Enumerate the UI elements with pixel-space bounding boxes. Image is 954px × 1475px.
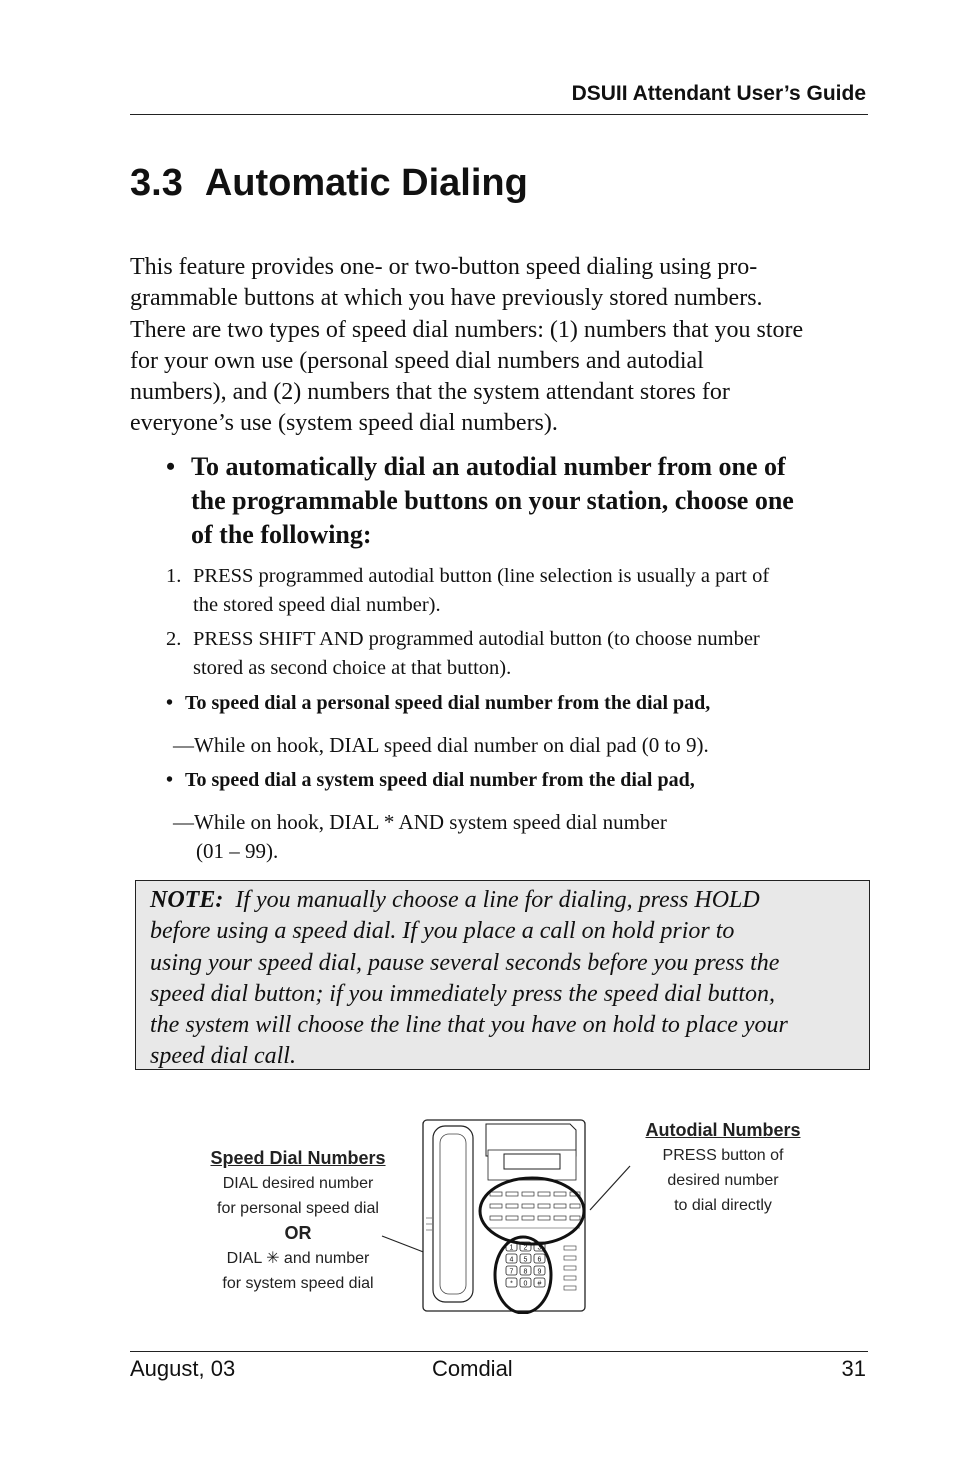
step-line: stored as second choice at that button). xyxy=(193,657,512,679)
intro-line: for your own use (personal speed dial numbers and autodial xyxy=(130,347,704,374)
autodial-line: to dial directly xyxy=(674,1197,772,1214)
intro-line: everyone’s use (system speed dial numbers). xyxy=(130,410,558,437)
intro-line: numbers), and (2) numbers that the system attendant stores for xyxy=(130,379,730,406)
dial-key-label: 0 xyxy=(523,1280,528,1288)
note-line: speed dial button; if you immediately press the speed dial button, xyxy=(150,980,776,1007)
intro-paragraph xyxy=(130,252,870,440)
intro-line: grammable buttons at which you have previously stored numbers. xyxy=(130,285,763,312)
step-number: 1. xyxy=(166,565,182,587)
speed-dial-line: for system speed dial xyxy=(222,1275,374,1292)
speed-dial-line: DIAL ✳ and number xyxy=(226,1250,370,1267)
step-line: PRESS programmed autodial button (line selection is usually a part of xyxy=(193,565,770,587)
dial-key-label: # xyxy=(537,1280,542,1288)
speed-dial-or: OR xyxy=(284,1223,312,1243)
system-bullet-text: To speed dial a system speed dial number from the dial pad, xyxy=(185,769,695,791)
autodial-callout xyxy=(626,1118,820,1218)
header-rule xyxy=(130,114,868,115)
section-number: 3.3 xyxy=(130,162,183,204)
speed-dial-line: for personal speed dial xyxy=(217,1200,379,1217)
note-label: NOTE: xyxy=(150,887,224,913)
personal-speed-dial-bullet xyxy=(166,692,710,715)
autodial-bullet-line: the programmable buttons on your station, choose one xyxy=(191,486,794,515)
dial-key-label: 1 xyxy=(509,1244,514,1252)
footer-rule xyxy=(130,1351,868,1352)
speed-dial-heading: Speed Dial Numbers xyxy=(210,1148,386,1168)
note-line: If you manually choose a line for dialing, press HOLD xyxy=(235,887,760,913)
autodial-leader-line xyxy=(590,1166,630,1210)
bullet-marker: • xyxy=(166,769,174,791)
intro-line: There are two types of speed dial numbers: (1) numbers that you store xyxy=(130,316,804,343)
system-speed-dial-bullet xyxy=(166,769,695,792)
step-line: PRESS SHIFT AND programmed autodial button (to choose number xyxy=(193,628,760,650)
note-box xyxy=(135,880,870,1070)
note-line: before using a speed dial. If you place a call on hold prior to xyxy=(150,918,735,945)
personal-instruction: —While on hook, DIAL speed dial number on dial pad (0 to 9). xyxy=(173,733,709,757)
autodial-heading: Autodial Numbers xyxy=(645,1120,801,1140)
note-line: the system will choose the line that you have on hold to place your xyxy=(150,1012,788,1039)
autodial-bullet-line: To automatically dial an autodial number from one of xyxy=(191,452,786,481)
intro-line: This feature provides one- or two-button speed dialing using pro- xyxy=(130,254,758,280)
autodial-bullet-line: of the following: xyxy=(191,520,372,549)
step-line: the stored speed dial number). xyxy=(193,594,441,616)
section-title xyxy=(130,162,528,205)
footer-company: Comdial xyxy=(432,1356,513,1381)
dial-key-label: 7 xyxy=(509,1268,514,1276)
system-instruction-line: —While on hook, DIAL * AND system speed dial number xyxy=(173,810,667,834)
speed-dial-line: DIAL desired number xyxy=(222,1175,374,1192)
dial-key-label: 9 xyxy=(537,1268,542,1276)
section-title-text: Automatic Dialing xyxy=(204,162,528,204)
dial-key-label: 4 xyxy=(509,1256,514,1264)
handset-icon xyxy=(433,1126,473,1302)
footer-page-number: 31 xyxy=(841,1356,866,1381)
dial-key-label: 5 xyxy=(523,1256,528,1264)
dial-key-label: 6 xyxy=(537,1256,542,1264)
autodial-line: desired number xyxy=(667,1172,779,1189)
system-instruction-range: (01 – 99). xyxy=(196,839,279,863)
personal-bullet-text: To speed dial a personal speed dial number from the dial pad, xyxy=(185,692,711,714)
note-line: speed dial call. xyxy=(150,1043,296,1070)
autodial-line: PRESS button of xyxy=(662,1147,784,1164)
display-screen xyxy=(504,1154,560,1169)
bullet-marker: • xyxy=(166,452,176,481)
note-line: using your speed dial, pause several seconds before you press the xyxy=(150,949,780,976)
dial-key-label: * xyxy=(510,1280,513,1288)
bullet-marker: • xyxy=(166,692,174,714)
footer-date: August, 03 xyxy=(130,1356,236,1381)
step-number: 2. xyxy=(166,628,182,650)
telephone-illustration xyxy=(420,1118,590,1314)
running-header: DSUII Attendant User’s Guide xyxy=(571,82,866,105)
system-instruction xyxy=(173,808,667,866)
dial-key-label: 2 xyxy=(523,1244,528,1252)
dial-key-label: 3 xyxy=(537,1244,542,1252)
dial-key-label: 8 xyxy=(523,1268,528,1276)
